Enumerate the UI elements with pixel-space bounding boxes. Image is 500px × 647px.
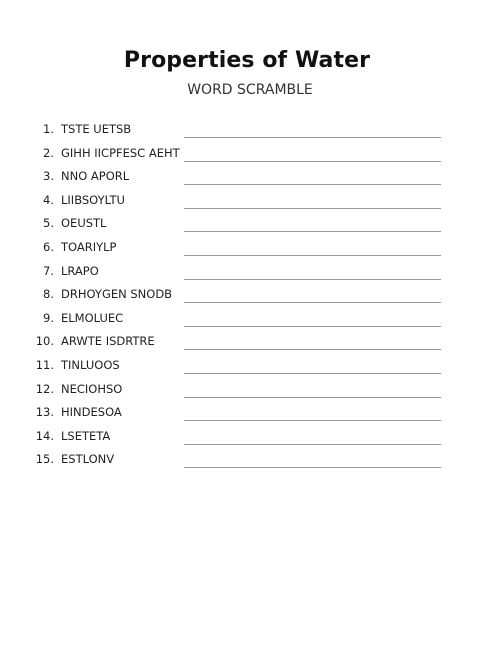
scrambled-word: ESTLONV xyxy=(61,452,115,467)
list-item xyxy=(0,212,500,236)
item-number: 4. xyxy=(43,192,54,207)
scrambled-word: GIHH IICPFESC AEHT xyxy=(61,145,180,160)
answer-line[interactable] xyxy=(184,161,441,162)
list-item xyxy=(0,118,500,142)
answer-line[interactable] xyxy=(184,420,441,421)
list-item xyxy=(0,307,500,331)
list-item xyxy=(0,354,500,378)
scrambled-word: OEUSTL xyxy=(61,216,107,231)
scrambled-word: TSTE UETSB xyxy=(61,122,132,136)
answer-line[interactable] xyxy=(184,279,441,280)
item-number: 6. xyxy=(43,239,54,254)
item-number: 3. xyxy=(43,169,54,184)
answer-line[interactable] xyxy=(184,137,441,138)
scrambled-word: LIIBSOYLTU xyxy=(61,192,125,207)
item-number: 2. xyxy=(43,145,54,160)
scrambled-word: LSETETA xyxy=(61,428,111,443)
item-number: 7. xyxy=(43,263,54,278)
answer-line[interactable] xyxy=(184,302,441,303)
scrambled-word: TINLUOOS xyxy=(61,357,120,372)
list-item xyxy=(0,165,500,189)
answer-line[interactable] xyxy=(184,397,441,398)
answer-line[interactable] xyxy=(184,349,441,350)
scrambled-word: TOARIYLP xyxy=(61,239,117,254)
item-number: 14. xyxy=(35,428,54,443)
item-number: 1. xyxy=(43,122,54,136)
answer-line[interactable] xyxy=(184,326,441,327)
scrambled-word: HINDESOA xyxy=(61,405,122,420)
list-item xyxy=(0,189,500,213)
list-item xyxy=(0,283,500,307)
page-subtitle: WORD SCRAMBLE xyxy=(187,82,313,98)
scrambled-word: DRHOYGEN SNODB xyxy=(61,287,173,302)
item-number: 15. xyxy=(35,452,54,467)
list-item xyxy=(0,401,500,425)
page-title: Properties of Water xyxy=(123,48,371,73)
answer-line[interactable] xyxy=(184,184,441,185)
answer-line[interactable] xyxy=(184,467,441,468)
answer-line[interactable] xyxy=(184,231,441,232)
scrambled-word: NNO APORL xyxy=(61,169,130,184)
list-item xyxy=(0,142,500,166)
list-item xyxy=(0,260,500,284)
answer-line[interactable] xyxy=(184,255,441,256)
scrambled-word: LRAPO xyxy=(61,263,99,278)
item-number: 11. xyxy=(35,357,54,372)
item-number: 9. xyxy=(43,310,54,325)
item-number: 13. xyxy=(35,405,54,420)
item-number: 5. xyxy=(43,216,54,231)
item-number: 10. xyxy=(35,334,54,349)
scrambled-word: ARWTE ISDRTRE xyxy=(61,334,155,349)
scramble-list xyxy=(0,118,500,472)
scrambled-word: NECIOHSO xyxy=(61,381,123,396)
list-item xyxy=(0,236,500,260)
list-item xyxy=(0,425,500,449)
list-item xyxy=(0,378,500,402)
list-item xyxy=(0,448,500,472)
answer-line[interactable] xyxy=(184,208,441,209)
scrambled-word: ELMOLUEC xyxy=(61,310,124,325)
answer-line[interactable] xyxy=(184,444,441,445)
item-number: 8. xyxy=(43,287,54,302)
item-number: 12. xyxy=(35,381,54,396)
list-item xyxy=(0,330,500,354)
answer-line[interactable] xyxy=(184,373,441,374)
